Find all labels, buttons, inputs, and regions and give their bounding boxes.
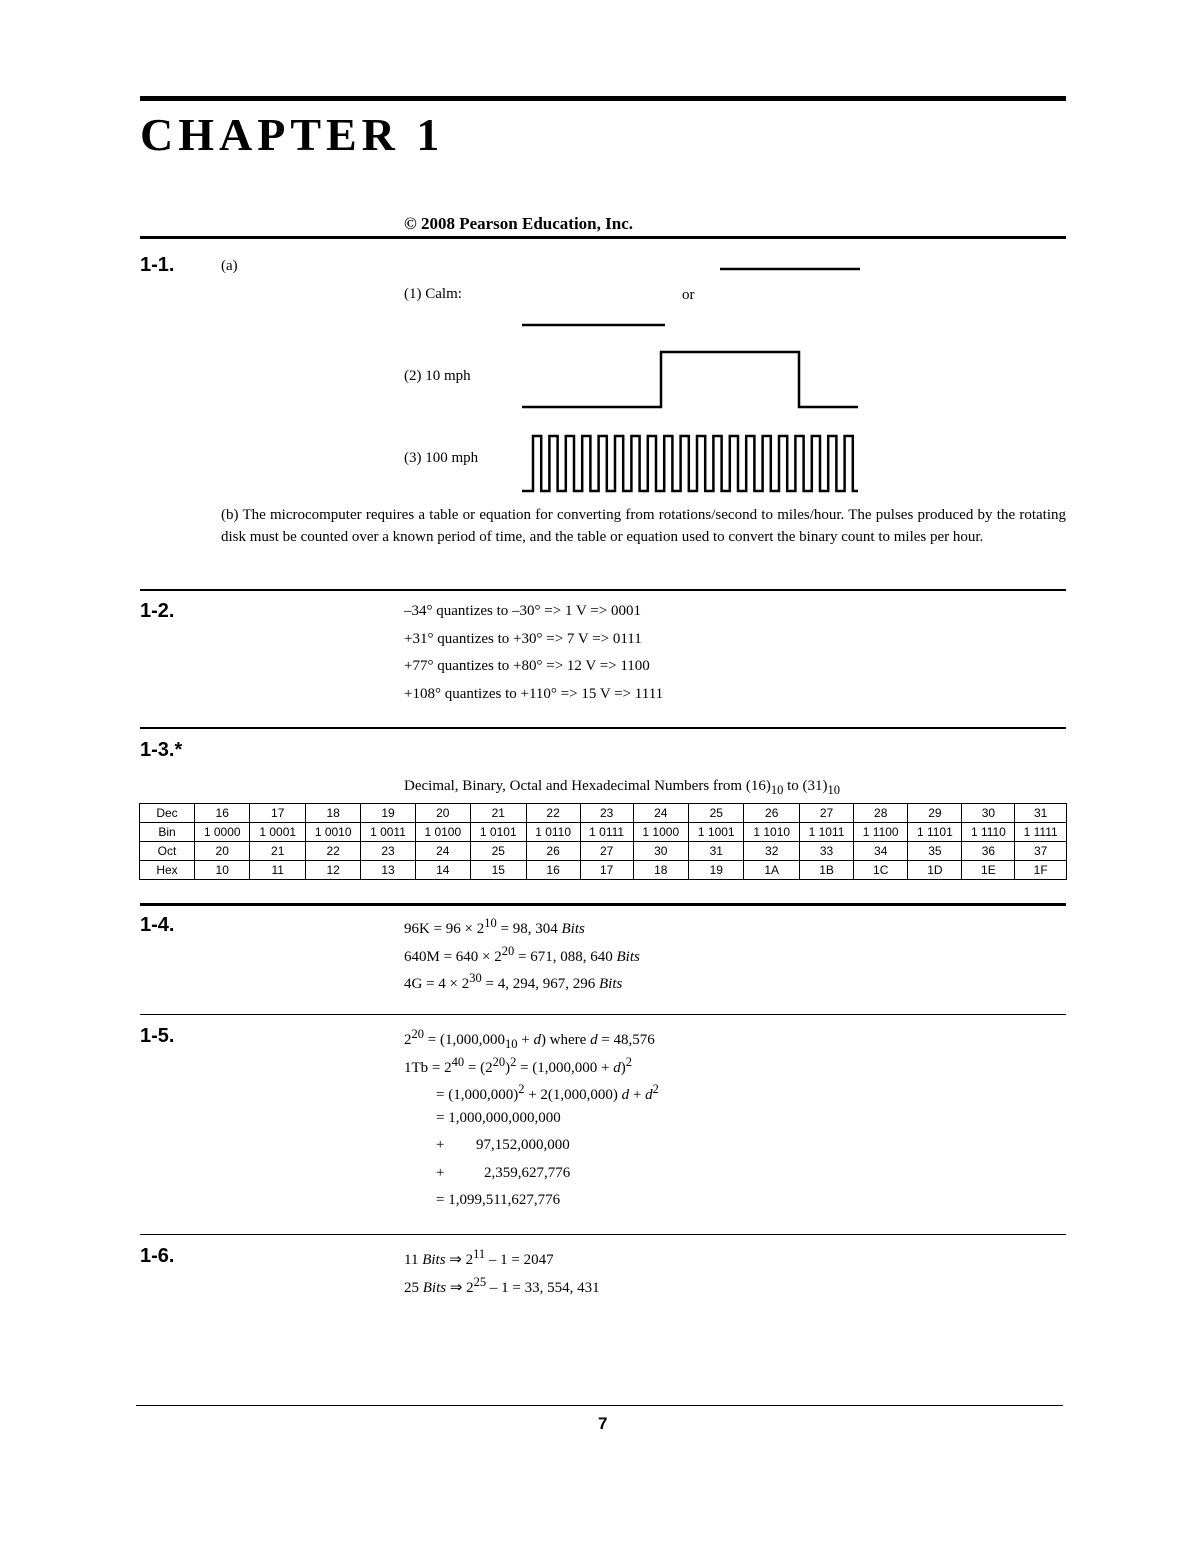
table-cell: 28 (854, 804, 908, 823)
table-cell: 15 (471, 861, 526, 880)
expr-part: 2 (404, 1032, 412, 1048)
table-cell: 1B (799, 861, 853, 880)
problem-1-3-number: 1-3.* (140, 739, 183, 761)
exponent: 2 (652, 1082, 659, 1096)
tb-line-7: = 1,099,511,627,776 (436, 1192, 561, 1208)
addend-value: 97,152,000,000 (476, 1137, 570, 1153)
table-cell: 33 (799, 842, 853, 861)
table-cell: 1 0000 (195, 823, 250, 842)
table-cell: 1 0111 (580, 823, 633, 842)
table-cell: 26 (744, 804, 799, 823)
plus-sign: + (436, 1165, 445, 1181)
table-cell: 35 (908, 842, 962, 861)
exponent: 40 (451, 1055, 465, 1069)
table-cell: 26 (526, 842, 580, 861)
expr-part: 4G = 4 × 2 (404, 976, 470, 992)
expr-part: = 98, 304 (496, 921, 562, 937)
expr-part: + 2(1,000,000) (524, 1087, 622, 1103)
table-cell: 1F (1015, 861, 1067, 880)
expr-part: 96K = 96 × 2 (404, 921, 485, 937)
exponent: 20 (501, 944, 515, 958)
table-cell: 1 0011 (361, 823, 415, 842)
variable-d: d (533, 1032, 541, 1048)
quantize-line-4: +108° quantizes to +110° => 15 V => 1111 (404, 686, 664, 702)
table-cell: 1 1010 (744, 823, 799, 842)
expr-part: = (1,000,000 + (516, 1060, 614, 1076)
table-cell: 16 (526, 861, 580, 880)
memory-line-3 (404, 971, 622, 993)
table-cell: 1D (908, 861, 962, 880)
problem-1-1-number: 1-1. (140, 254, 175, 276)
table-cell: 20 (195, 842, 250, 861)
unit-label: Bits (422, 1252, 446, 1268)
expr-part: + (629, 1087, 646, 1103)
memory-line-2 (404, 944, 640, 966)
chapter-title: CHAPTER 1 (140, 109, 445, 160)
table-cell: 1 0010 (305, 823, 360, 842)
tb-line-3 (436, 1082, 659, 1104)
table-cell: 30 (962, 804, 1015, 823)
exponent: 2 (518, 1082, 525, 1096)
mph100-pulse-train (522, 436, 858, 491)
unit-label: Bits (616, 949, 640, 965)
table-cell: 1 1001 (689, 823, 744, 842)
table-cell: 1 0100 (415, 823, 470, 842)
memory-line-1 (404, 916, 585, 938)
expr-part: – 1 = 33, 554, 431 (486, 1280, 600, 1296)
table-cell: 16 (195, 804, 250, 823)
table-cell: 34 (854, 842, 908, 861)
mph100-label: (3) 100 mph (404, 450, 479, 466)
row-header-cell: Hex (140, 861, 195, 880)
quantize-line-2: +31° quantizes to +30° => 7 V => 0111 (404, 631, 642, 647)
table-cell: 1E (962, 861, 1015, 880)
table-cell: 12 (305, 861, 360, 880)
subscript: 10 (504, 1037, 518, 1051)
expr-part: 11 (404, 1252, 423, 1268)
table-cell: 1C (854, 861, 908, 880)
expr-part: = 4, 294, 967, 296 (481, 976, 599, 992)
mph10-label: (2) 10 mph (404, 368, 471, 384)
caption-sub-1: 10 (770, 783, 784, 797)
table-cell: 1 1110 (962, 823, 1015, 842)
variable-d: d (645, 1087, 653, 1103)
tb-line-4: = 1,000,000,000,000 (436, 1110, 561, 1126)
table-cell: 13 (361, 861, 415, 880)
table-cell: 32 (744, 842, 799, 861)
number-conversion-table (139, 803, 1067, 880)
rule-1-6 (140, 1234, 1066, 1235)
copyright-notice: © 2008 Pearson Education, Inc. (404, 214, 633, 233)
table-cell: 27 (799, 804, 853, 823)
quantize-line-1: –34° quantizes to –30° => 1 V => 0001 (404, 603, 641, 619)
table-row (140, 823, 1067, 842)
exponent: 20 (411, 1027, 424, 1041)
table-cell: 37 (1015, 842, 1067, 861)
table-cell: 18 (305, 804, 360, 823)
table-cell: 24 (415, 842, 470, 861)
table-cell: 22 (526, 804, 580, 823)
waveform-diagram (0, 0, 1200, 520)
table-cell: 20 (415, 804, 470, 823)
table-cell: 24 (633, 804, 688, 823)
expr-part: = 48,576 (597, 1032, 655, 1048)
expr-part: = (2 (464, 1060, 493, 1076)
bits-line-1 (404, 1247, 554, 1269)
or-label: or (682, 287, 695, 303)
table-cell: 1 1111 (1015, 823, 1067, 842)
table-cell: 25 (689, 804, 744, 823)
table-cell: 17 (250, 804, 305, 823)
table-caption (404, 778, 840, 798)
plus-sign: + (436, 1137, 445, 1153)
expr-part: = 671, 088, 640 (514, 949, 617, 965)
table-cell: 10 (195, 861, 250, 880)
expr-part: = (1,000,000) (436, 1087, 519, 1103)
rule-1-3 (140, 727, 1066, 729)
variable-d: d (621, 1087, 630, 1103)
exponent: 2 (625, 1055, 633, 1069)
problem-1-4-number: 1-4. (140, 914, 175, 936)
caption-text: Decimal, Binary, Octal and Hexadecimal Numbers from (16) (404, 778, 771, 794)
tb-line-5 (436, 1137, 570, 1154)
part-b-text: (b) The microcomputer requires a table or equation for converting from rotations/second to miles/hour. The pulses produced by the rotating disk must be counted over a known period of time, and the table or equation used to convert the binary count to miles per hour. (221, 507, 1066, 545)
caption-to: to (31) (783, 778, 828, 794)
unit-label: Bits (598, 976, 623, 992)
exponent: 25 (473, 1275, 487, 1289)
bits-line-2 (404, 1275, 600, 1297)
table-cell: 1A (744, 861, 799, 880)
expr-part: ) (620, 1060, 626, 1076)
quantize-line-3: +77° quantizes to +80° => 12 V => 1100 (404, 658, 650, 674)
table-cell: 1 1000 (633, 823, 688, 842)
row-header-cell: Dec (140, 804, 195, 823)
expr-part: = (1,000,000 (424, 1032, 505, 1048)
rule-1-5 (140, 1014, 1066, 1015)
tb-line-1 (404, 1027, 655, 1052)
expr-part: 1Tb = 2 (404, 1060, 452, 1076)
table-cell: 22 (305, 842, 360, 861)
variable-d: d (590, 1032, 598, 1048)
exponent: 30 (469, 971, 482, 985)
tb-line-6 (436, 1165, 571, 1182)
table-cell: 25 (471, 842, 526, 861)
expr-part: ⇒ 2 (446, 1280, 474, 1296)
table-cell: 23 (580, 804, 633, 823)
expr-part: + (517, 1032, 534, 1048)
rule-1-2 (140, 589, 1066, 591)
table-cell: 17 (580, 861, 633, 880)
table-row (140, 861, 1067, 880)
table-cell: 31 (1015, 804, 1067, 823)
part-a-label: (a) (221, 258, 238, 274)
expr-part: – 1 = 2047 (485, 1252, 554, 1268)
table-cell: 19 (689, 861, 744, 880)
table-cell: 36 (962, 842, 1015, 861)
table-row (140, 842, 1067, 861)
exponent: 2 (510, 1055, 517, 1069)
unit-label: Bits (422, 1280, 447, 1296)
table-cell: 1 1100 (854, 823, 908, 842)
expr-part: 640M = 640 × 2 (404, 949, 502, 965)
table-cell: 1 0001 (250, 823, 305, 842)
expr-part: ⇒ 2 (445, 1252, 474, 1268)
table-cell: 30 (633, 842, 688, 861)
table-cell: 31 (689, 842, 744, 861)
variable-d: d (613, 1060, 621, 1076)
exponent: 20 (492, 1055, 506, 1069)
page-number: 7 (598, 1414, 608, 1433)
table-cell: 29 (908, 804, 962, 823)
tb-line-2 (404, 1055, 632, 1077)
table-cell: 14 (415, 861, 470, 880)
table-cell: 27 (580, 842, 633, 861)
row-header-cell: Oct (140, 842, 195, 861)
table-row (140, 804, 1067, 823)
expr-part: ) where (540, 1032, 591, 1048)
addend-value: 2,359,627,776 (484, 1165, 571, 1181)
table-cell: 18 (633, 861, 688, 880)
rule-1-4 (140, 903, 1066, 906)
table-cell: 19 (361, 804, 415, 823)
problem-1-6-number: 1-6. (140, 1245, 175, 1267)
problem-1-2-number: 1-2. (140, 600, 175, 622)
exponent: 10 (484, 916, 497, 930)
table-cell: 23 (361, 842, 415, 861)
caption-sub-2: 10 (827, 783, 840, 797)
expr-part: ) (505, 1060, 511, 1076)
problem-1-5-number: 1-5. (140, 1025, 175, 1047)
mph10-pulse (522, 352, 858, 407)
table-cell: 1 0101 (471, 823, 526, 842)
table-cell: 21 (250, 842, 305, 861)
table-cell: 1 1011 (799, 823, 853, 842)
unit-label: Bits (561, 921, 585, 937)
footer-rule (136, 1405, 1063, 1406)
row-header-cell: Bin (140, 823, 195, 842)
expr-part: 25 (404, 1280, 423, 1296)
exponent: 11 (473, 1247, 486, 1261)
table-cell: 1 1101 (908, 823, 962, 842)
calm-label: (1) Calm: (404, 286, 462, 302)
table-cell: 11 (250, 861, 305, 880)
table-cell: 1 0110 (526, 823, 580, 842)
table-cell: 21 (471, 804, 526, 823)
